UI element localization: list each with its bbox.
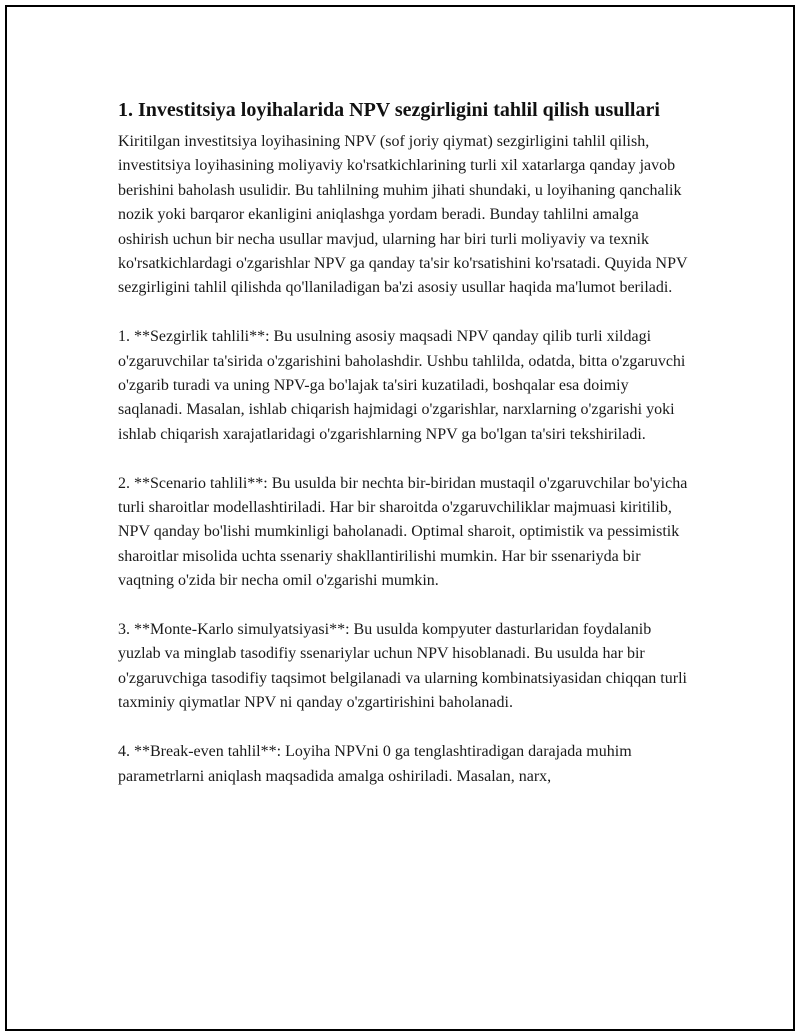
document-body xyxy=(118,97,693,813)
intro-paragraph: Kiritilgan investitsiya loyihasining NPV (sof joriy qiymat) sezgirligini tahlil qilish, investitsiya loyihasining moliyaviy ko'rsatkichlarining turli xil xatarlarga qanday javob berishini baholash usulidir. Bu tahlilning muhim jihati shundaki, u loyihaning qanchalik nozik yoki barqaror ekanligini aniqlashga yordam beradi. Bunday tahlilni amalga oshirish uchun bir necha usullar mavjud, ularning har biri turli moliyaviy va texnik ko'rsatkichlardagi o'zgarishlar NPV ga qanday ta'sir ko'rsatishini ko'rsatadi. Quyida NPV sezgirligini tahlil qilishda qo'llaniladigan ba'zi asosiy usullar haqida ma'lumot beriladi. xyxy=(118,133,688,297)
method-monte-carlo-paragraph: 3. **Monte-Karlo simulyatsiyasi**: Bu usulda kompyuter dasturlaridan foydalanib yuzlab va minglab tasodifiy ssenariylar uchun NPV hisoblanadi. Bu usulda har bir o'zgaruvchiga tasodifiy taqsimot belgilanadi va ularning kombinatsiyasidan chiqqan turli taxminiy qiymatlar NPV ni qanday o'zgartirishini baholanadi. xyxy=(118,621,687,712)
method-break-even-paragraph: 4. **Break-even tahlil**: Loyiha NPVni 0 ga tenglashtiradigan darajada muhim parametrlarni aniqlash maqsadida amalga oshiriladi. Masalan, narx, xyxy=(118,743,632,785)
method-sensitivity-paragraph: 1. **Sezgirlik tahlili**: Bu usulning asosiy maqsadi NPV qanday qilib turli xildagi o'zgaruvchilar ta'sirida o'zgarishini baholashdir. Ushbu tahlilda, odatda, bitta o'zgaruvchi o'zgarib turadi va uning NPV-ga bo'lajak ta'siri kuzatiladi, boshqalar esa doimiy saqlanadi. Masalan, ishlab chiqarish hajmidagi o'zgarishlar, narxlarning o'zgarishi yoki ishlab chiqarish xarajatlaridagi o'zgarishlarning NPV ga bo'lgan ta'siri tekshiriladi. xyxy=(118,328,686,443)
section-heading: 1. Investitsiya loyihalarida NPV sezgirligini tahlil qilish usullari xyxy=(118,99,660,121)
method-scenario-paragraph: 2. **Scenario tahlili**: Bu usulda bir nechta bir-biridan mustaqil o'zgaruvchilar bo'yicha turli sharoitlar modellashtiriladi. Har bir sharoitda o'zgaruvchiliklar majmuasi kiritilib, NPV qanday bo'lishi mumkinligi baholanadi. Optimal sharoit, optimistik va pessimistik sharoitlar misolida uchta ssenariy shakllantirilishi mumkin. Har bir ssenariyda bir vaqtning o'zida bir necha omil o'zgarishi mumkin. xyxy=(118,474,688,590)
page-frame xyxy=(5,5,795,1031)
